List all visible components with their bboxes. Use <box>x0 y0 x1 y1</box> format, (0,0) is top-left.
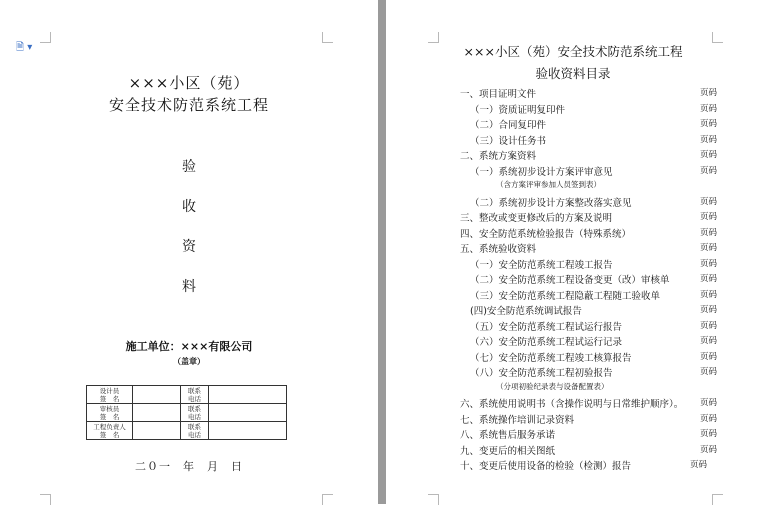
toc-item-page: 页码 <box>700 398 718 408</box>
toc-item-page: 页码 <box>700 305 718 315</box>
toc-item <box>386 102 760 116</box>
signature-row <box>87 404 287 422</box>
page-corner-mark <box>712 494 723 505</box>
contact-phone-cell[interactable] <box>209 404 287 422</box>
toc-item-page: 页码 <box>700 227 718 238</box>
toc-item-label: 八、系统售后服务承诺 <box>460 430 556 441</box>
toc-item-page: 页码 <box>700 103 718 114</box>
toc-item-label: （分项初验纪录表与设备配置表） <box>496 381 609 391</box>
toc-item <box>386 164 760 178</box>
toc-item <box>386 288 760 302</box>
toc-item <box>386 195 760 209</box>
toc-item-page: 页码 <box>700 429 718 439</box>
toc-title-line2: 验收资料目录 <box>535 66 611 81</box>
contact-label: 联系 电话 <box>181 404 209 422</box>
toc-item <box>386 179 760 193</box>
toc-item-label: (四)安全防范系统调试报告 <box>470 306 582 317</box>
toc-item-label: 五、系统验收资料 <box>460 244 537 255</box>
toc-item-label: （三）安全防范系统工程隐蔽工程随工验收单 <box>470 290 661 302</box>
toc-item <box>386 458 760 472</box>
cover-vertical-char: 收 <box>182 199 196 215</box>
toc-item <box>386 226 760 240</box>
signature-row <box>87 386 287 404</box>
toc-item <box>386 381 760 395</box>
toc-item-page: 页码 <box>700 212 718 222</box>
toc-item <box>386 412 760 426</box>
page-corner-mark <box>322 494 333 505</box>
cover-vertical-char: 验 <box>182 159 196 175</box>
toc-item <box>386 443 760 457</box>
contact-phone-cell[interactable] <box>209 386 287 404</box>
signature-cell[interactable] <box>133 386 181 404</box>
toc-item-page: 页码 <box>700 150 718 160</box>
signature-table <box>86 385 287 440</box>
toc-item-page: 页码 <box>700 289 718 300</box>
toc-item-label: （一）资质证明复印件 <box>470 104 566 116</box>
seal-note: （盖章） <box>173 356 205 366</box>
toc-item-label: 四、安全防范系统检验报告（特殊系统） <box>460 228 632 240</box>
document-icon[interactable]: 🗎 ▾ <box>16 42 33 53</box>
toc-item-label: 二、系统方案资料 <box>460 151 537 162</box>
toc-item <box>386 396 760 410</box>
toc-item <box>386 148 760 162</box>
role-label: 设计员 签 名 <box>87 386 133 404</box>
toc-item <box>386 303 760 317</box>
toc-item <box>386 86 760 100</box>
toc-item-label: （含方案评审参加人员签到表） <box>496 180 601 189</box>
toc-item-page: 页码 <box>700 165 718 176</box>
toc-item <box>386 319 760 333</box>
toc-item-page: 页码 <box>700 336 718 346</box>
page-corner-mark <box>40 494 51 505</box>
toc-title-line1: ×××小区（苑）安全技术防范系统工程 <box>463 44 683 59</box>
role-label: 工程负责人 签 名 <box>87 422 133 440</box>
signature-cell[interactable] <box>133 404 181 422</box>
cover-vertical-char: 料 <box>182 279 196 295</box>
toc-item-label: 三、整改或变更修改后的方案及说明 <box>460 213 613 224</box>
toc-item-label: （一）安全防范系统工程竣工报告 <box>470 259 613 271</box>
toc-item-label: （六）安全防范系统工程试运行记录 <box>470 337 623 348</box>
toc-item <box>386 365 760 379</box>
toc-item <box>386 241 760 255</box>
toc-item <box>386 427 760 441</box>
cover-page <box>0 0 378 504</box>
toc-item <box>386 350 760 364</box>
toc-item-label: 七、系统操作培训记录资料 <box>460 414 575 426</box>
contact-phone-cell[interactable] <box>209 422 287 440</box>
page-corner-mark <box>428 494 439 505</box>
page-divider <box>378 0 386 504</box>
toc-item-label: 九、变更后的相关图纸 <box>460 445 556 457</box>
toc-item-label: 一、项目证明文件 <box>460 89 537 100</box>
toc-item-page: 页码 <box>700 320 718 331</box>
toc-item-label: （二）系统初步设计方案整改落实意见 <box>470 197 632 209</box>
page-corner-mark <box>322 32 333 43</box>
toc-item-page: 页码 <box>700 88 718 98</box>
toc-item-label: （二）安全防范系统工程设备变更（改）审核单 <box>470 275 670 286</box>
toc-item-label: （五）安全防范系统工程试运行报告 <box>470 321 623 333</box>
toc-item-page: 页码 <box>700 413 718 424</box>
toc-item-page: 页码 <box>700 119 718 129</box>
cover-vertical-char: 资 <box>182 239 196 255</box>
cover-date: 二０一 年 月 日 <box>135 460 243 473</box>
toc-item-label: （二）合同复印件 <box>470 120 547 131</box>
cover-title-line1: ×××小区（苑） <box>128 74 250 92</box>
signature-row <box>87 422 287 440</box>
toc-item-page: 页码 <box>700 196 718 207</box>
cover-title-line2: 安全技术防范系统工程 <box>108 96 269 114</box>
toc-item-page: 页码 <box>700 351 718 362</box>
toc-item <box>386 334 760 348</box>
toc-item-page: 页码 <box>700 134 718 145</box>
page-corner-mark <box>40 32 51 43</box>
toc-item <box>386 133 760 147</box>
toc-page <box>386 0 760 504</box>
toc-item-page: 页码 <box>690 460 708 470</box>
toc-item-label: 十、变更后使用设备的检验（检测）报告 <box>460 461 632 472</box>
toc-item-label: 六、系统使用说明书（含操作说明与日常维护顺序）。 <box>460 399 684 410</box>
toc-item <box>386 117 760 131</box>
toc-item-page: 页码 <box>700 367 718 377</box>
toc-item-page: 页码 <box>700 274 718 284</box>
toc-item <box>386 257 760 271</box>
toc-item <box>386 272 760 286</box>
contact-label: 联系 电话 <box>181 386 209 404</box>
construction-unit: 施工单位：×××有限公司 <box>125 340 253 353</box>
toc-item <box>386 210 760 224</box>
toc-item-label: （一）系统初步设计方案评审意见 <box>470 166 613 178</box>
toc-item-page: 页码 <box>700 243 718 253</box>
role-label: 审核员 签 名 <box>87 404 133 422</box>
toc-item-page: 页码 <box>700 444 718 455</box>
toc-item-label: （三）设计任务书 <box>470 135 547 147</box>
toc-item-label: （八）安全防范系统工程初验报告 <box>470 368 613 379</box>
contact-label: 联系 电话 <box>181 422 209 440</box>
toc-item-page: 页码 <box>700 258 718 269</box>
signature-cell[interactable] <box>133 422 181 440</box>
toc-item-label: （七）安全防范系统工程竣工核算报告 <box>470 352 632 364</box>
